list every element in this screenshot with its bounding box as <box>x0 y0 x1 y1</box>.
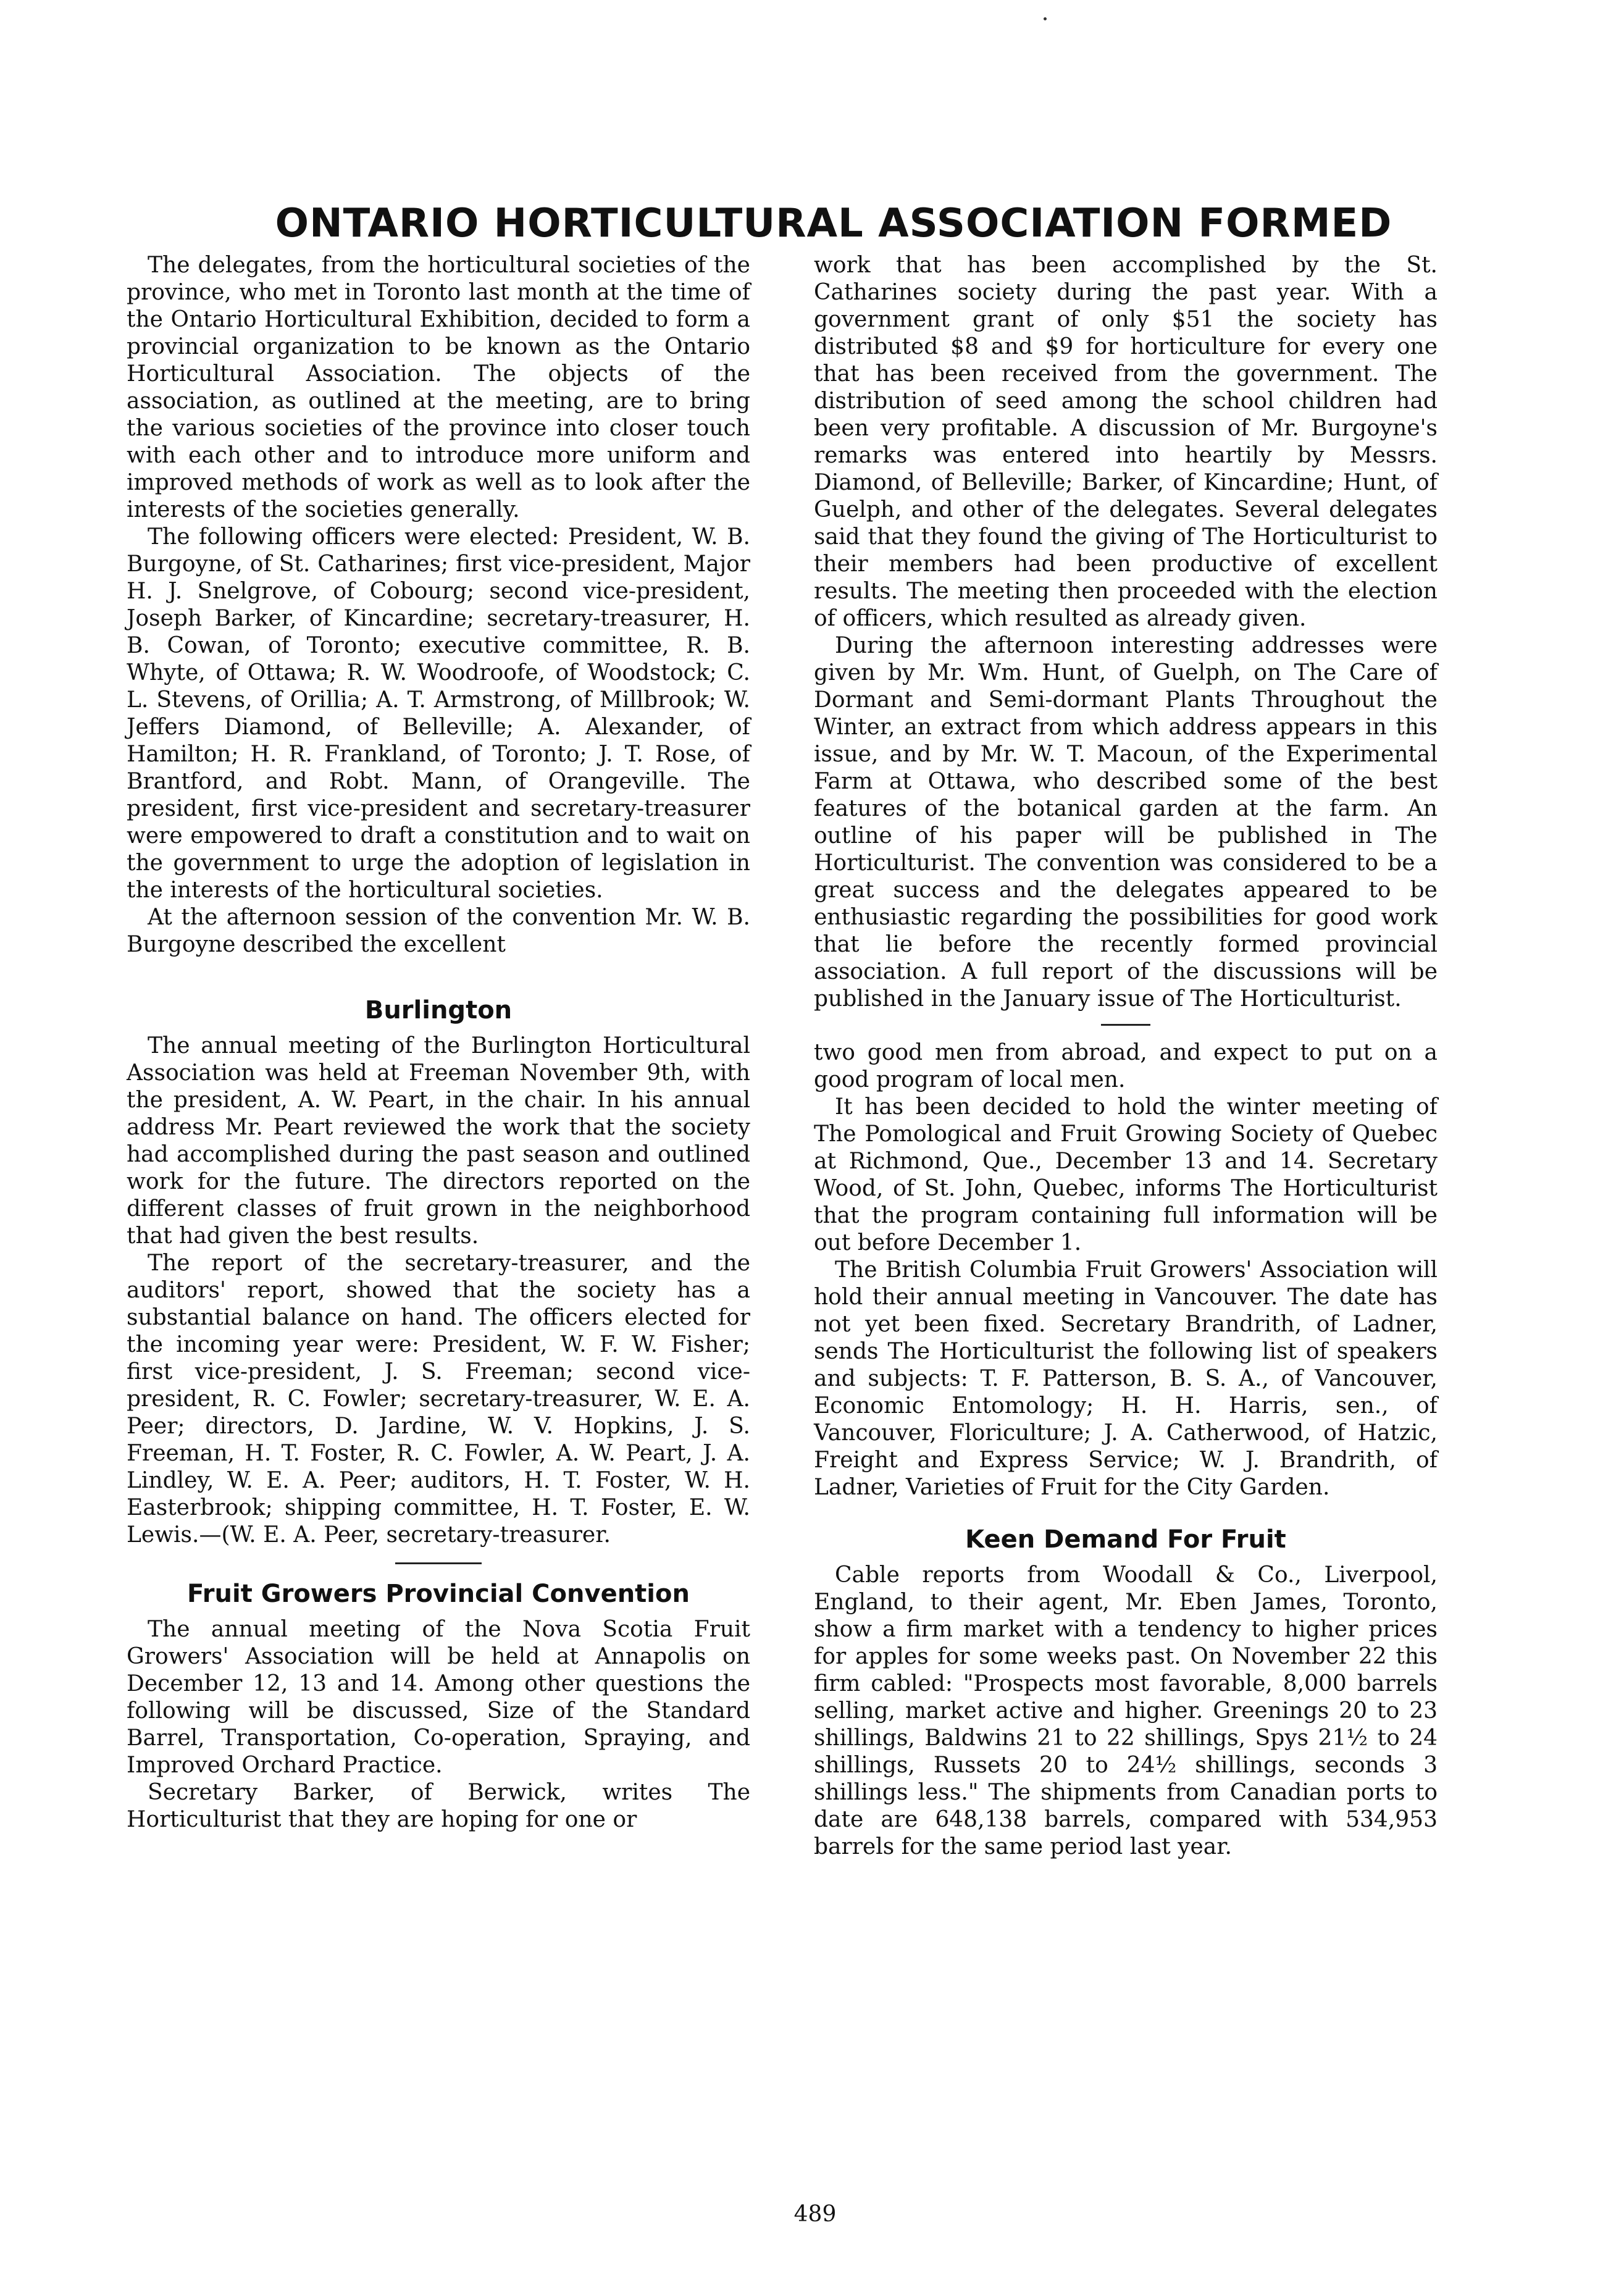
article-paragraph: The following officers were elected: President, W. B. Burgoyne, of St. Catharines; first vice-president, Major H. J. Snelgrove, of Cobourg; second vice-president, Joseph Barker, of Kincardine; secretary-treasurer, H. B. Cowan, of Toronto; executive committee, R. B. Whyte, of Ottawa; R. W. Woodroofe, of Woodstock; C. L. Stevens, of Orillia; A. T. Armstrong, of Millbrook; W. Jeffers Diamond, of Belleville; A. Alexander, of Hamilton; H. R. Frankland, of Toronto; J. T. Rose, of Brantford, and Robt. Mann, of Orangeville. The president, first vice-president and secretary-treasurer were empowered to draft a constitution and to wait on the government to urge the adoption of legislation in the interests of the horticultural societies. <box>127 524 750 903</box>
section-divider <box>395 1562 482 1564</box>
page-number: 489 <box>793 2202 837 2227</box>
article-paragraph: Cable reports from Woodall & Co., Liverpool, England, to their agent, Mr. Eben James, Toronto, show a firm market with a tendency to higher prices for apples for some weeks past. On November 22 this firm cabled: "Prospects most favorable, 8,000 barrels selling, market active and higher. Greenings 20 to 23 shillings, Baldwins 21 to 22 shillings, Spys 21½ to 24 shillings, Russets 20 to 24½ shillings, seconds 3 shillings less." The shipments from Canadian ports to date are 648,138 barrels, compared with 534,953 barrels for the same period last year. <box>814 1562 1438 1859</box>
section-heading-fruit-growers: Fruit Growers Provincial Convention <box>187 1580 690 1608</box>
article-paragraph: Secretary Barker, of Berwick, writes The Horticulturist that they are hoping for one or <box>127 1780 750 1832</box>
article-paragraph: During the afternoon interesting addresses were given by Mr. Wm. Hunt, of Guelph, on The Care of Dormant and Semi-dormant Plants Throughout the Winter, an extract from which address appears in this issue, and by Mr. W. T. Macoun, of the Experimental Farm at Ottawa, who described some of the best features of the botanical garden at the farm. An outline of his paper will be published in The Horticulturist. The convention was considered to be a great success and the delegates appeared to be enthusiastic regarding the possibilities for good work that lie before the recently formed provincial association. A full report of the discussions will be published in the January issue of The Horticulturist. <box>814 633 1438 1012</box>
section-divider <box>1101 1024 1150 1026</box>
print-speck <box>1044 17 1047 20</box>
article-paragraph: The report of the secretary-treasurer, and the auditors' report, showed that the society has a substantial balance on hand. The officers elected for the incoming year were: President, W. F. W. Fisher; first vice-president, J. S. Freeman; second vice-president, R. C. Fowler; secretary-treasurer, W. E. A. Peer; directors, D. Jardine, W. V. Hopkins, J. S. Freeman, H. T. Foster, R. C. Fowler, A. W. Peart, J. A. Lindley, W. E. A. Peer; auditors, H. T. Foster, W. H. Easterbrook; shipping committee, H. T. Foster, E. W. Lewis.—(W. E. A. Peer, secretary-treasurer. <box>127 1251 750 1548</box>
left-column <box>127 252 750 1834</box>
page-title: ONTARIO HORTICULTURAL ASSOCIATION FORMED <box>275 200 1392 246</box>
article-paragraph: At the afternoon session of the convention Mr. W. B. Burgoyne described the excellent <box>127 905 750 957</box>
right-column <box>814 252 1438 1861</box>
section-heading-burlington: Burlington <box>364 996 513 1025</box>
article-paragraph: two good men from abroad, and expect to put on a good program of local men. <box>814 1040 1438 1092</box>
article-paragraph: work that has been accomplished by the St. Catharines society during the past year. With a government grant of only $51 the society has distributed $8 and $9 for horticulture for every one that has been received from the government. The distribution of seed among the school children had been very profitable. A discussion of Mr. Burgoyne's remarks was entered into heartily by Messrs. Diamond, of Belleville; Barker, of Kincardine; Hunt, of Guelph, and other of the delegates. Several delegates said that they found the giving of The Horticulturist to their members had been productive of excellent results. The meeting then proceeded with the election of officers, which resulted as already given. <box>814 253 1438 631</box>
article-paragraph: The annual meeting of the Burlington Horticultural Association was held at Freeman November 9th, with the president, A. W. Peart, in the chair. In his annual address Mr. Peart reviewed the work that the society had accomplished during the past season and outlined work for the future. The directors reported on the different classes of fruit grown in the neighborhood that had given the best results. <box>127 1033 750 1249</box>
article-paragraph: The delegates, from the horticultural societies of the province, who met in Toronto last month at the time of the Ontario Horticultural Exhibition, decided to form a provincial organization to be known as the Ontario Horticultural Association. The objects of the association, as outlined at the meeting, are to bring the various societies of the province into closer touch with each other and to introduce more uniform and improved methods of work as well as to look after the interests of the societies generally. <box>127 253 750 522</box>
article-paragraph: The British Columbia Fruit Growers' Association will hold their annual meeting in Vancouver. The date has not yet been fixed. Secretary Brandrith, of Ladner, sends The Horticulturist the following list of speakers and subjects: T. F. Patterson, B. S. A., of Vancouver, Economic Entomology; H. H. Harris, sen., of Vancouver, Floriculture; J. A. Catherwood, of Hatzic, Freight and Express Service; W. J. Brandrith, of Ladner, Varieties of Fruit for the City Garden. <box>814 1257 1438 1500</box>
article-paragraph: It has been decided to hold the winter meeting of The Pomological and Fruit Growing Society of Quebec at Richmond, Que., December 13 and 14. Secretary Wood, of St. John, Quebec, informs The Horticulturist that the program containing full information will be out before December 1. <box>814 1094 1438 1255</box>
article-paragraph: The annual meeting of the Nova Scotia Fruit Growers' Association will be held at Annapolis on December 12, 13 and 14. Among other questions the following will be discussed, Size of the Standard Barrel, Transportation, Co-operation, Spraying, and Improved Orchard Practice. <box>127 1617 750 1778</box>
section-heading-keen-demand: Keen Demand For Fruit <box>965 1525 1286 1554</box>
